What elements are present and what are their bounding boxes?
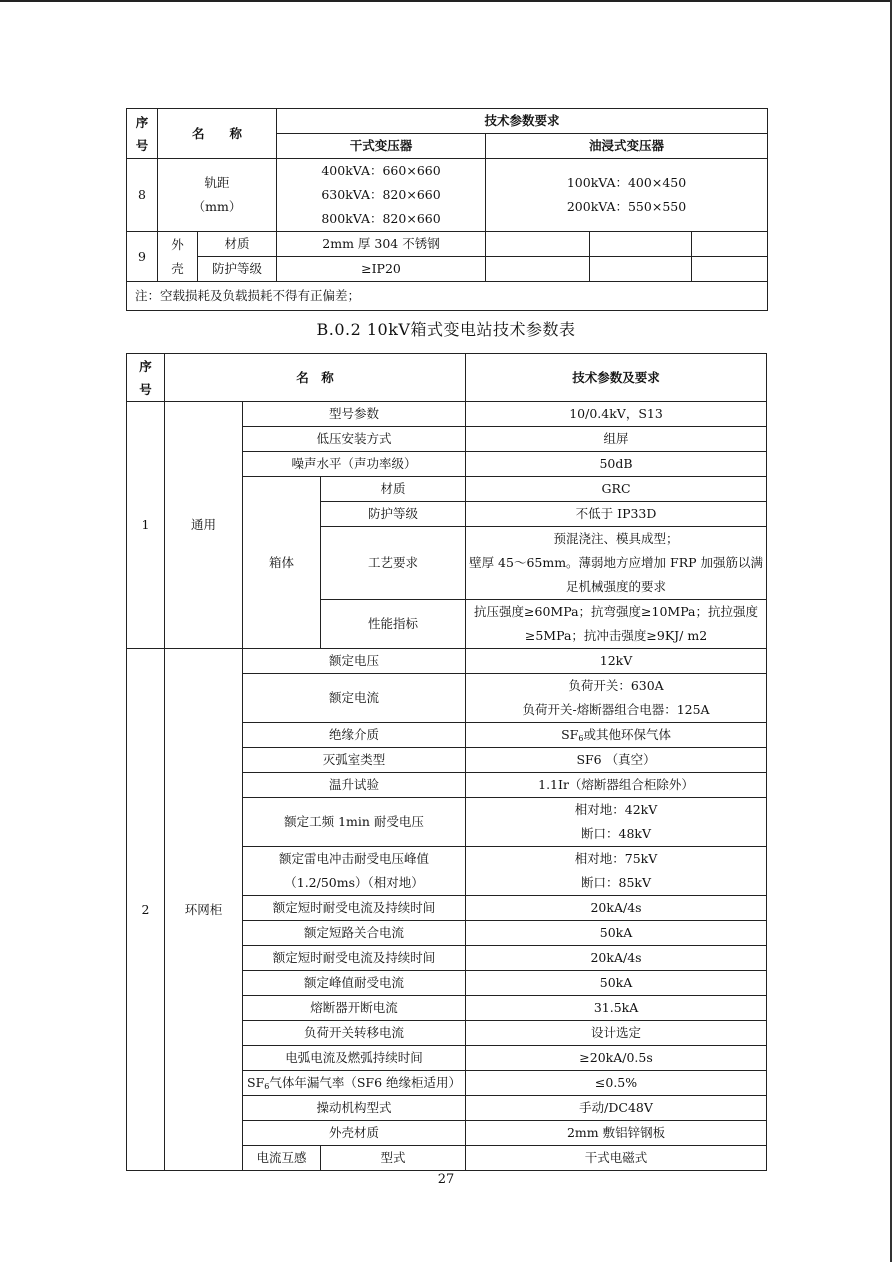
param-name: 额定电压 [243,649,466,674]
row9a-name: 材质 [198,232,277,257]
param-name: 额定短路关合电流 [243,921,466,946]
header-name: 名 称 [158,109,277,159]
param-value: 相对地：42kV 断口：48kV [466,798,767,847]
param-value: 10/0.4kV，S13 [466,402,767,427]
param-value: 50dB [466,452,767,477]
section-title: B.0.2 10kV箱式变电站技术参数表 [316,320,576,339]
param-value: 相对地：75kV 断口：85kV [466,847,767,896]
param-value: 设计选定 [466,1021,767,1046]
row9a-value: 2mm 厚 304 不锈钢 [277,232,486,257]
header-oil-transformer: 油浸式变压器 [486,134,768,159]
empty-cell [486,232,590,257]
param-name: 额定峰值耐受电流 [243,971,466,996]
empty-cell [692,257,768,282]
box-param-value: GRC [466,477,767,502]
header-requirements: 技术参数要求 [277,109,768,134]
param-value: 50kA [466,921,767,946]
group1-name: 通用 [165,402,243,649]
row8-number: 8 [127,159,158,232]
param-name: 额定雷电冲击耐受电压峰值 （1.2/50ms）（相对地） [243,847,466,896]
box-param-name: 工艺要求 [321,527,466,600]
box-param-name: 材质 [321,477,466,502]
param-name: 额定工频 1min 耐受电压 [243,798,466,847]
row8-name: 轨距 （mm） [158,159,277,232]
row9b-name: 防护等级 [198,257,277,282]
param-value: 组屏 [466,427,767,452]
param-name: 负荷开关转移电流 [243,1021,466,1046]
ct-param-value: 干式电磁式 [466,1146,767,1171]
header-name: 名 称 [165,354,466,402]
param-name: 外壳材质 [243,1121,466,1146]
param-value: 31.5kA [466,996,767,1021]
table-note: 注：空载损耗及负载损耗不得有正偏差； [127,282,768,311]
param-name: 熔断器开断电流 [243,996,466,1021]
param-name: 电弧电流及燃弧持续时间 [243,1046,466,1071]
param-value: 1.1Ir（熔断器组合柜除外） [466,773,767,798]
param-name: 额定短时耐受电流及持续时间 [243,946,466,971]
param-value: $SF_6$或其他环保气体 [466,723,767,748]
empty-cell [692,232,768,257]
page-number: 27 [437,1172,455,1187]
empty-cell [590,257,692,282]
row9-number: 9 [127,232,158,282]
header-seq: 序 号 [127,354,165,402]
header-seq: 序 号 [127,109,158,159]
group2-number: 2 [127,649,165,1171]
param-value: 50kA [466,971,767,996]
param-name: 型号参数 [243,402,466,427]
ct-label: 电流互感 [243,1146,321,1171]
page-top-border [0,0,892,2]
row8-dry-value: 400kVA：660×660 630kVA：820×660 800kVA：820×660 [277,159,486,232]
param-name: 灭弧室类型 [243,748,466,773]
param-value: SF6 （真空） [466,748,767,773]
row9b-value: ≥IP20 [277,257,486,282]
header-requirements: 技术参数及要求 [466,354,767,402]
param-name: 低压安装方式 [243,427,466,452]
header-dry-transformer: 干式变压器 [277,134,486,159]
row9-group: 外 壳 [158,232,198,282]
box-param-value: 预混浇注、模具成型； 壁厚 45～65mm。薄弱地方应增加 FRP 加强筋以满 足机械强度的要求 [466,527,767,600]
param-value: 手动/DC48V [466,1096,767,1121]
empty-cell [486,257,590,282]
empty-cell [590,232,692,257]
param-name: 额定电流 [243,674,466,723]
param-value: ≤0.5% [466,1071,767,1096]
param-name: $SF_6$气体年漏气率（SF6 绝缘柜适用） [243,1071,466,1096]
transformer-params-table [126,108,768,311]
ct-param-name: 型式 [321,1146,466,1171]
param-name: 温升试验 [243,773,466,798]
param-value: 负荷开关：630A 负荷开关-熔断器组合电器：125A [466,674,767,723]
param-value: 20kA/4s [466,896,767,921]
param-name: 额定短时耐受电流及持续时间 [243,896,466,921]
box-param-value: 抗压强度≥60MPa；抗弯强度≥10MPa；抗拉强度 ≥5MPa；抗冲击强度≥9KJ/ m2 [466,600,767,649]
row8-oil-value: 100kVA：400×450 200kVA：550×550 [486,159,768,232]
param-value: 20kA/4s [466,946,767,971]
box-param-value: 不低于 IP33D [466,502,767,527]
box-substation-params-table [126,353,767,1171]
box-param-name: 防护等级 [321,502,466,527]
param-value: 2mm 敷铝锌钢板 [466,1121,767,1146]
box-param-name: 性能指标 [321,600,466,649]
param-value: ≥20kA/0.5s [466,1046,767,1071]
param-name: 绝缘介质 [243,723,466,748]
param-name: 操动机构型式 [243,1096,466,1121]
param-value: 12kV [466,649,767,674]
group1-number: 1 [127,402,165,649]
group2-name: 环网柜 [165,649,243,1171]
param-name: 噪声水平（声功率级） [243,452,466,477]
box-label: 箱体 [243,477,321,649]
